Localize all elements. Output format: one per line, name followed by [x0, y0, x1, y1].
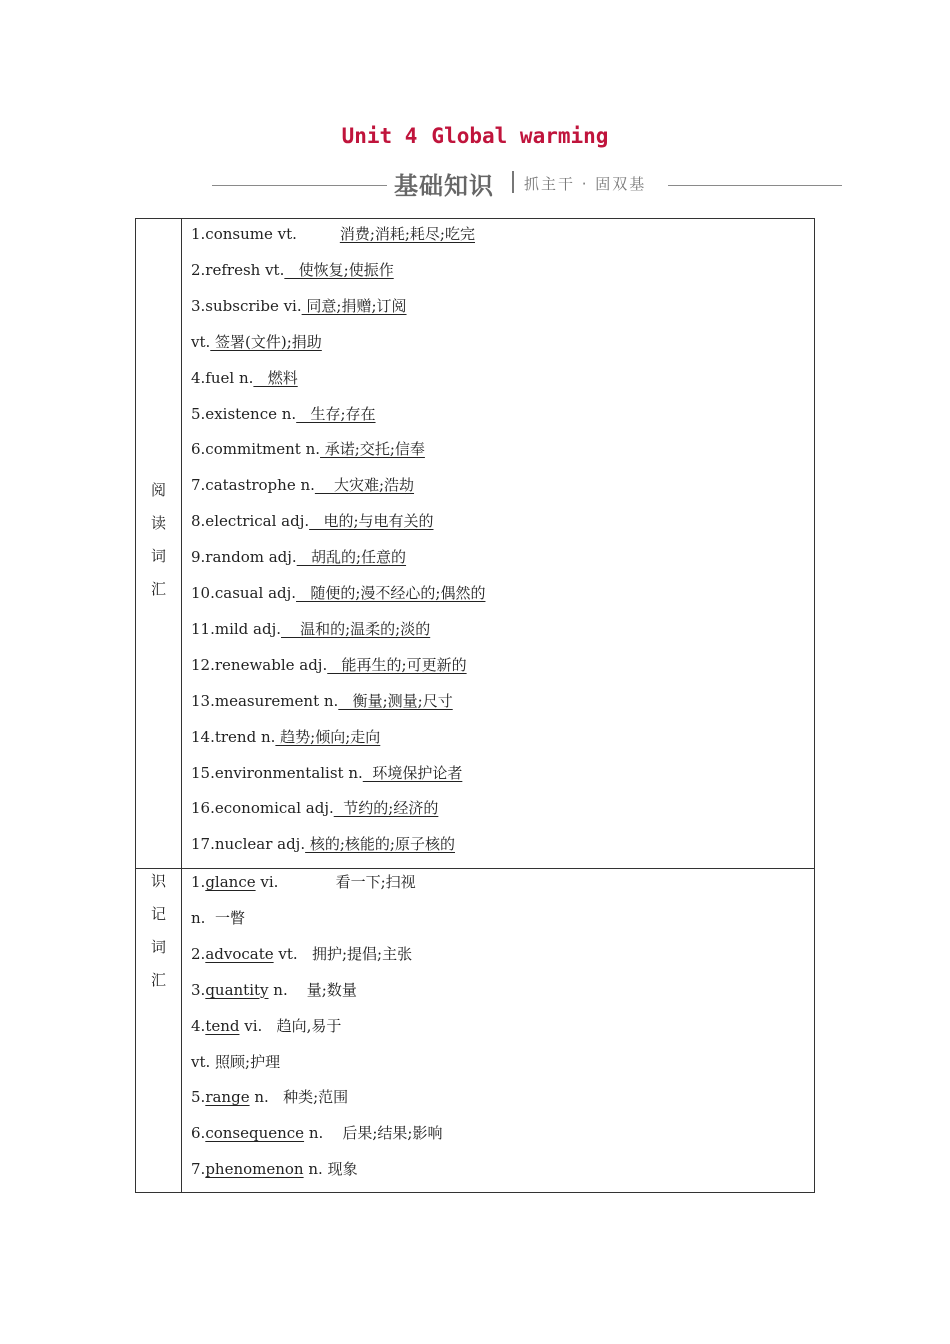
vocab-word: 16.economical adj.	[191, 799, 334, 818]
reading-vocab-item	[191, 727, 380, 747]
column-divider	[181, 219, 182, 1192]
reading-vocab-item	[191, 296, 407, 316]
section-banner	[212, 166, 842, 200]
vocab-word: consequence	[205, 1124, 305, 1143]
vocab-word: 17.nuclear adj.	[191, 835, 306, 854]
reading-vocab-item	[191, 511, 434, 531]
vocab-word: 4.fuel n.	[191, 368, 254, 387]
reading-vocab-item	[191, 547, 406, 567]
vocab-meaning: 趋势;倾向;走向	[275, 727, 381, 746]
reading-vocab-item	[191, 332, 322, 352]
label-char: 识	[150, 872, 166, 890]
reading-vocab-item	[191, 619, 430, 639]
vocab-word: 15.environmentalist n.	[191, 763, 363, 782]
vocab-word: 12.renewable adj.	[191, 655, 328, 674]
vocab-num: 5.	[191, 1088, 206, 1107]
section-divider	[136, 868, 814, 869]
banner-main-text: 基础知识	[394, 172, 494, 200]
vocab-num: 3.	[191, 980, 206, 999]
reading-vocab-item	[191, 475, 414, 495]
recognition-vocab-item	[191, 1087, 348, 1107]
vocab-meaning: 一瞥	[214, 908, 245, 927]
unit-label: Unit 4	[341, 124, 418, 148]
vocab-meaning: 胡乱的;任意的	[296, 548, 407, 567]
vocab-meaning: 节约的;经济的	[333, 799, 439, 818]
recognition-vocab-item	[191, 872, 416, 892]
vocab-pos: vt.	[191, 1052, 216, 1071]
vocab-word: 1.consume vt.	[191, 225, 340, 243]
vocab-meaning: 衡量;测量;尺寸	[338, 691, 453, 710]
vocab-meaning: 现象	[327, 1160, 358, 1179]
vocab-meaning: 使恢复;使振作	[284, 260, 394, 279]
reading-vocab-item	[191, 798, 438, 818]
vocab-pos: n.	[303, 1160, 328, 1179]
vocab-word: quantity	[205, 980, 269, 999]
vocab-num: 2.	[191, 944, 206, 963]
reading-vocab-item	[191, 763, 462, 783]
reading-vocab-item	[191, 691, 453, 711]
vocab-meaning: 照顾;护理	[215, 1052, 281, 1071]
vocab-num: 4.	[191, 1016, 206, 1035]
reading-vocab-item	[191, 224, 475, 244]
reading-vocab-item	[191, 834, 455, 854]
banner-divider	[512, 171, 514, 193]
vocab-word: tend	[205, 1016, 240, 1035]
vocab-num: 1.	[191, 873, 206, 891]
label-char: 汇	[150, 971, 166, 989]
vocab-meaning: 环境保护论者	[362, 763, 463, 782]
vocab-pos: vi.	[239, 1016, 277, 1035]
vocab-meaning: 量;数量	[306, 980, 357, 999]
vocab-num: 6.	[191, 1124, 206, 1143]
banner-rule-right	[668, 185, 842, 186]
vocab-word: 8.electrical adj.	[191, 512, 310, 531]
reading-vocab-item	[191, 583, 485, 603]
vocab-meaning: 温和的;温柔的;淡的	[281, 619, 431, 638]
label-char: 词	[150, 547, 166, 565]
vocab-word: advocate	[205, 944, 274, 963]
vocab-meaning: 后果;结果;影响	[342, 1124, 443, 1143]
vocab-meaning: 看一下;扫视	[335, 873, 416, 891]
vocabulary-table	[135, 218, 815, 1193]
vocab-meaning: 随便的;漫不经心的;偶然的	[296, 584, 486, 602]
label-char: 阅	[150, 481, 166, 499]
recognition-vocab-label	[136, 865, 181, 997]
reading-vocab-item	[191, 655, 467, 675]
vocab-pos: n.	[191, 908, 215, 927]
vocab-word: 5.existence n.	[191, 404, 297, 423]
vocab-word: 14.trend n.	[191, 727, 276, 746]
vocab-meaning: 签署(文件);捐助	[210, 332, 322, 351]
vocab-pos: vt.	[273, 944, 312, 963]
vocab-word: 2.refresh vt.	[191, 260, 285, 279]
vocab-meaning: 核的;核能的;原子核的	[305, 835, 455, 854]
vocab-meaning: 拥护;提倡;主张	[311, 944, 413, 963]
vocab-pos: vi.	[255, 873, 336, 891]
label-char: 汇	[150, 580, 166, 598]
vocab-meaning: 生存;存在	[296, 404, 376, 423]
label-char: 读	[150, 514, 166, 532]
vocab-word: 13.measurement n.	[191, 691, 339, 710]
vocab-word: 9.random adj.	[191, 548, 297, 567]
label-char: 记	[150, 905, 166, 923]
vocab-meaning: 电的;与电有关的	[309, 512, 434, 531]
vocab-word: glance	[205, 873, 256, 891]
vocab-pos: n.	[304, 1124, 343, 1143]
vocab-meaning: 消费;消耗;耗尽;吃完	[339, 225, 475, 243]
vocab-meaning: 能再生的;可更新的	[327, 655, 467, 674]
banner-sub-text: 抓主干 · 固双基	[524, 175, 647, 193]
recognition-vocab-item	[191, 1016, 341, 1036]
vocab-meaning: 同意;捐赠;订阅	[301, 296, 407, 315]
vocab-pos: n.	[249, 1088, 284, 1107]
reading-vocab-item	[191, 439, 425, 459]
vocab-word: phenomenon	[205, 1160, 304, 1179]
recognition-vocab-item	[191, 908, 245, 928]
vocab-word: 11.mild adj.	[191, 619, 282, 638]
vocab-meaning: 种类;范围	[283, 1088, 349, 1107]
vocab-word: range	[205, 1088, 250, 1107]
recognition-vocab-item	[191, 980, 357, 1000]
page-title	[0, 124, 950, 148]
recognition-vocab-item	[191, 1052, 280, 1072]
recognition-vocab-item	[191, 1159, 358, 1179]
reading-vocab-item	[191, 404, 376, 424]
vocab-word: 10.casual adj.	[191, 584, 297, 602]
reading-vocab-label	[136, 474, 181, 606]
vocab-word: vt.	[191, 332, 211, 351]
recognition-vocab-item	[191, 1123, 442, 1143]
vocab-meaning: 大灾难;浩劫	[314, 476, 415, 495]
unit-topic: Global warming	[431, 124, 609, 148]
vocab-pos: n.	[268, 980, 307, 999]
vocab-word: 7.catastrophe n.	[191, 476, 315, 495]
vocab-meaning: 趋向,易于	[276, 1016, 342, 1035]
reading-vocab-item	[191, 368, 298, 388]
reading-vocab-item	[191, 260, 394, 280]
label-char: 词	[150, 938, 166, 956]
vocab-num: 7.	[191, 1160, 206, 1179]
banner-rule-left	[212, 185, 387, 186]
vocab-meaning: 燃料	[253, 368, 298, 387]
vocab-word: 6.commitment n.	[191, 440, 321, 459]
vocab-meaning: 承诺;交托;信奉	[320, 440, 425, 459]
vocab-word: 3.subscribe vi.	[191, 296, 302, 315]
recognition-vocab-item	[191, 944, 412, 964]
